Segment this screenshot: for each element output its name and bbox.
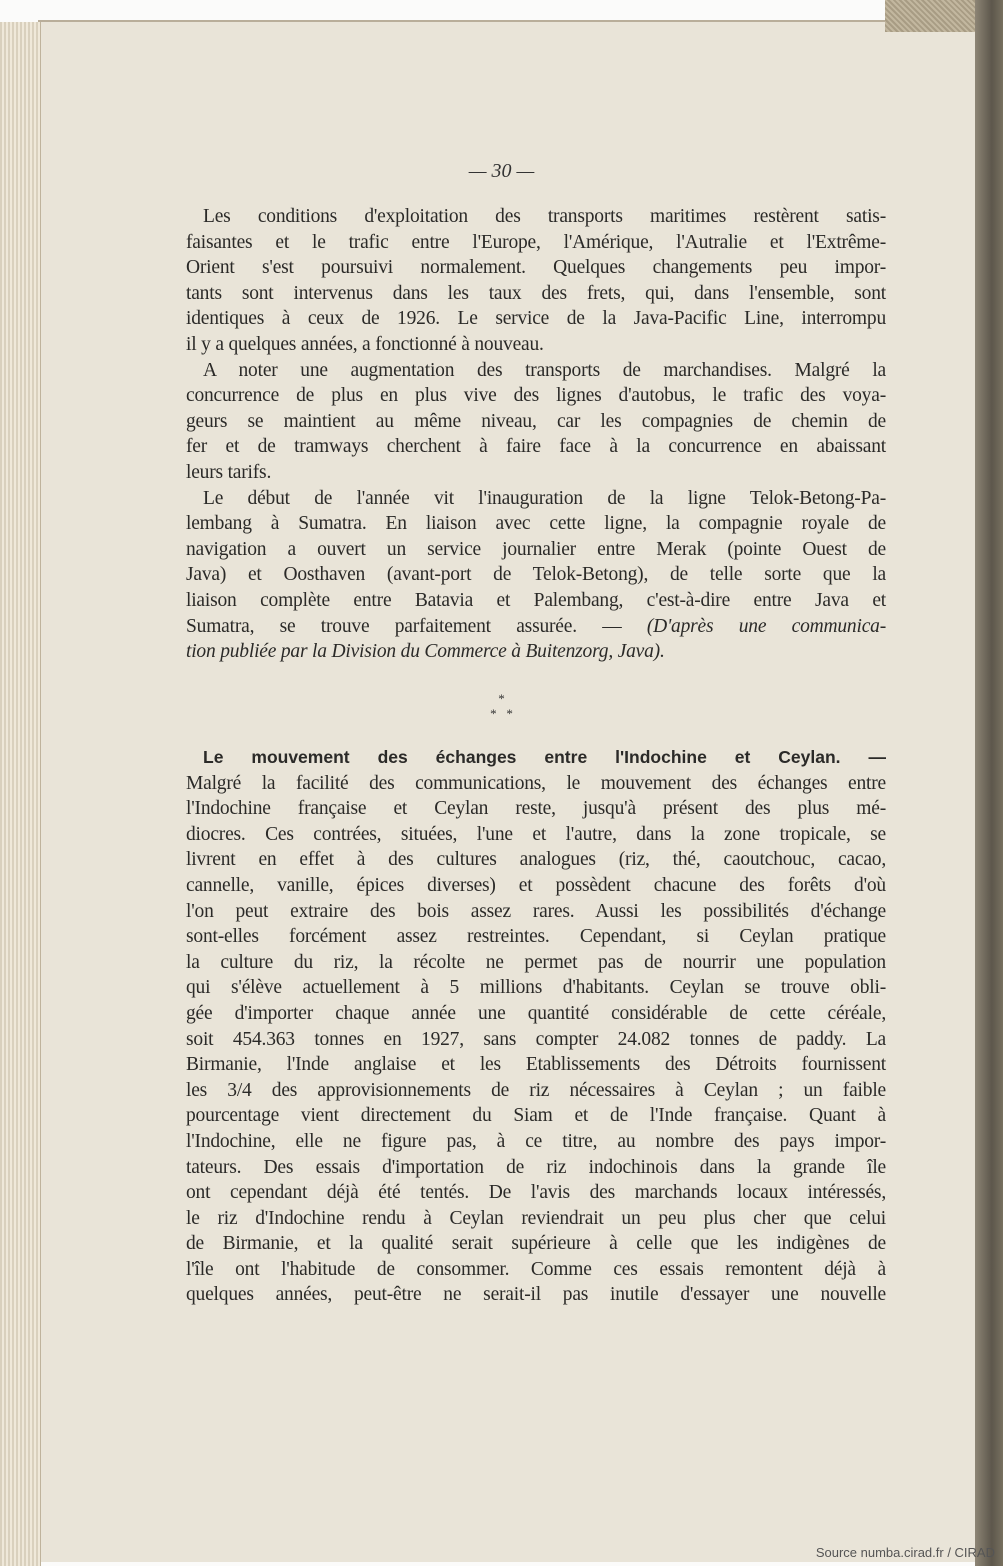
section-heading-line	[186, 745, 886, 771]
text-plain: Sumatra, se trouve parfaitement assurée. —	[186, 615, 647, 637]
text-line: sont-elles forcément assez restreintes. Cependant, si Ceylan pratique	[186, 926, 886, 948]
text-line: tateurs. Des essais d'importation de riz indochinois dans la grande île	[186, 1156, 886, 1178]
text-line: navigation a ouvert un service journalier entre Merak (pointe Ouest de	[186, 538, 886, 560]
text-line: Orient s'est poursuivi normalement. Quelques changements peu impor-	[186, 257, 886, 279]
text-line: fer et de tramways cherchent à faire face à la concurrence en abaissant	[186, 436, 886, 458]
text-line: l'île ont l'habitude de consommer. Comme ces essais remontent déjà à	[186, 1258, 886, 1280]
text-line: Birmanie, l'Inde anglaise et les Etablissements des Détroits fournissent	[186, 1054, 886, 1076]
text-line: Le début de l'année vit l'inauguration de la ligne Telok-Betong-Pa-	[203, 487, 886, 509]
text-line: Les conditions d'exploitation des transports maritimes restèrent satis-	[203, 206, 886, 227]
text-line: diocres. Ces contrées, situées, l'une et l'autre, dans la zone tropicale, se	[186, 823, 886, 845]
text-line: identiques à ceux de 1926. Le service de la Java-Pacific Line, interrompu	[186, 308, 886, 330]
text-line: lembang à Sumatra. En liaison avec cette ligne, la compagnie royale de	[186, 513, 886, 535]
text-line: liaison complète entre Batavia et Palembang, c'est-à-dire entre Java et	[186, 589, 886, 611]
text-line: le riz d'Indochine rendu à Ceylan reviendrait un peu plus cher que celui	[186, 1207, 886, 1229]
page-edges	[0, 22, 41, 1566]
citation-start: (D'après une communica-	[646, 615, 887, 637]
text-line: l'Indochine, elle ne figure pas, à ce titre, au nombre des pays impor-	[186, 1130, 886, 1152]
text-line: qui s'élève actuellement à 5 millions d'habitants. Ceylan se trouve obli-	[186, 977, 886, 999]
text-line: gée d'importer chaque année une quantité considérable de cette céréale,	[186, 1002, 886, 1024]
text-line: l'Indochine française et Ceylan reste, jusqu'à présent des plus mé-	[186, 798, 886, 820]
text-line: il y a quelques années, a fonctionné à nouveau.	[186, 333, 544, 355]
text-line: les 3/4 des approvisionnements de riz nécessaires à Ceylan ; un faible	[186, 1079, 886, 1101]
separator-stars-bottom: * *	[490, 706, 513, 721]
book-binding	[975, 0, 1003, 1566]
text-line: pourcentage vient directement du Siam et de l'Inde française. Quant à	[186, 1105, 886, 1127]
text-line: quelques années, peut-être ne serait-il pas inutile d'essayer une nouvelle	[186, 1284, 886, 1306]
text-line: tants sont intervenus dans les taux des frets, qui, dans l'ensemble, sont	[186, 282, 886, 304]
text-line: l'on peut extraire des bois assez rares. Aussi les possibilités d'échange	[186, 900, 886, 922]
text-line	[186, 614, 886, 640]
section-heading: Le mouvement des échanges entre l'Indochine et Ceylan. —	[203, 747, 886, 767]
section-indochine-ceylan	[186, 745, 886, 1308]
text-line: faisantes et le trafic entre l'Europe, l'Amérique, l'Autralie et l'Extrême-	[186, 231, 886, 253]
text-line: geurs se maintient au même niveau, car les compagnies de chemin de	[186, 410, 886, 432]
section-separator	[0, 692, 1003, 722]
text-line: leurs tarifs.	[186, 461, 272, 483]
separator-star-top: *	[498, 691, 505, 706]
section-transports	[186, 204, 886, 665]
text-line: ont cependant déjà été tentés. De l'avis des marchands locaux intéressés,	[186, 1182, 886, 1204]
page-number: — 30 —	[468, 160, 535, 182]
source-credit: Source numba.cirad.fr / CIRAD	[815, 1545, 995, 1560]
text-line: Malgré la facilité des communications, le mouvement des échanges entre	[186, 772, 886, 794]
text-line: concurrence de plus en plus vive des lignes d'autobus, le trafic des voya-	[186, 385, 886, 407]
citation-line: tion publiée par la Division du Commerce à Buitenzorg, Java).	[186, 641, 665, 663]
text-line: la culture du riz, la récolte ne permet pas de nourrir une population	[186, 951, 886, 973]
text-line: A noter une augmentation des transports de marchandises. Malgré la	[203, 359, 886, 381]
text-line: de Birmanie, et la qualité serait supérieure à celle que les indigènes de	[186, 1233, 886, 1255]
text-line: cannelle, vanille, épices diverses) et possèdent chacune des forêts d'où	[186, 874, 886, 896]
text-line: livrent en effet à des cultures analogues (riz, thé, caoutchouc, cacao,	[186, 849, 886, 871]
text-line: Java) et Oosthaven (avant-port de Telok-Betong), de telle sorte que la	[186, 564, 886, 586]
text-line: soit 454.363 tonnes en 1927, sans compter 24.082 tonnes de paddy. La	[186, 1028, 886, 1050]
